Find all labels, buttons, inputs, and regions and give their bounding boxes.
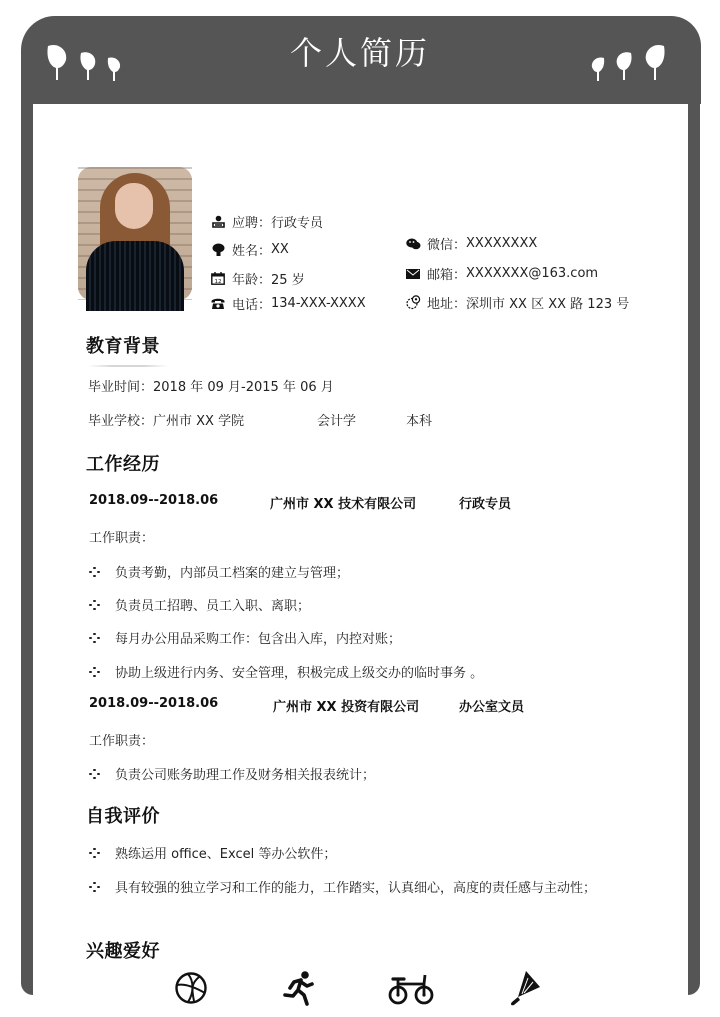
info-email: 邮箱： XXXXXXX@163.com bbox=[405, 264, 598, 283]
duties-label: 工作职责： bbox=[89, 531, 155, 546]
info-applied-position: 应聘： 行政专员 bbox=[210, 212, 323, 231]
list-item: 负责考勤，内部员工档案的建立与管理； bbox=[89, 562, 349, 581]
feather-icon bbox=[642, 42, 668, 82]
section-title-self-evaluation: 自我评价 bbox=[86, 806, 160, 827]
diamond-bullet-icon bbox=[89, 848, 99, 858]
diamond-bullet-icon bbox=[89, 769, 99, 779]
calendar-icon bbox=[210, 272, 226, 286]
job-period: 2018.09--2018.06 bbox=[89, 493, 219, 508]
feather-icon bbox=[106, 56, 122, 82]
section-title-hobbies: 兴趣爱好 bbox=[86, 941, 160, 962]
basketball-icon bbox=[171, 968, 211, 1008]
list-item: 协助上级进行内务、安全管理，积极完成上级交办的临时事务 。 bbox=[89, 662, 483, 681]
telephone-icon bbox=[210, 297, 226, 311]
job-company: 广州市 XX 技术有限公司 bbox=[270, 497, 417, 512]
education-school-row bbox=[88, 410, 468, 429]
job-company: 广州市 XX 投资有限公司 bbox=[273, 700, 420, 715]
list-item: 熟练运用 office、Excel 等办公软件； bbox=[89, 843, 336, 862]
diamond-bullet-icon bbox=[89, 633, 99, 643]
badminton-icon bbox=[505, 968, 545, 1008]
diamond-bullet-icon bbox=[89, 667, 99, 677]
frame-right-border bbox=[688, 100, 700, 995]
envelope-icon bbox=[405, 267, 421, 281]
avatar-photo bbox=[78, 167, 192, 300]
svg-text:12: 12 bbox=[214, 279, 222, 285]
info-address: 地址： 深圳市 XX 区 XX 路 123 号 bbox=[405, 293, 629, 312]
feather-icon bbox=[614, 50, 634, 82]
graduation-time: 毕业时间：2018 年 09 月-2015 年 06 月 bbox=[88, 380, 334, 395]
section-title-education: 教育背景 bbox=[86, 336, 160, 357]
feather-decoration-left bbox=[44, 38, 122, 82]
school: 毕业学校：广州市 XX 学院 bbox=[88, 414, 245, 429]
section-title-work: 工作经历 bbox=[86, 454, 160, 475]
list-item: 负责员工招聘、员工入职、离职； bbox=[89, 595, 310, 614]
job-position: 办公室文员 bbox=[459, 700, 525, 715]
person-icon bbox=[210, 215, 226, 229]
page-title: 个人简历 bbox=[289, 34, 430, 72]
diamond-bullet-icon bbox=[89, 882, 99, 892]
feather-icon bbox=[44, 42, 70, 82]
list-item: 负责公司账务助理工作及财务相关报表统计； bbox=[89, 764, 375, 783]
job-period: 2018.09--2018.06 bbox=[89, 696, 219, 711]
feather-icon bbox=[78, 50, 98, 82]
job-position: 行政专员 bbox=[459, 497, 512, 512]
info-name: 姓名： XX bbox=[210, 240, 289, 259]
location-icon bbox=[405, 296, 421, 310]
feather-icon bbox=[590, 56, 606, 82]
user-bust-icon bbox=[210, 243, 226, 257]
info-age: 12 年龄： 25 岁 bbox=[210, 269, 305, 288]
degree: 本科 bbox=[406, 414, 433, 429]
info-wechat: 微信： XXXXXXXX bbox=[405, 234, 537, 253]
diamond-bullet-icon bbox=[89, 567, 99, 577]
list-item: 每月办公用品采购工作：包含出入库，内控对账； bbox=[89, 628, 401, 647]
wechat-icon bbox=[405, 237, 421, 251]
major: 会计学 bbox=[317, 414, 357, 429]
diamond-bullet-icon bbox=[89, 600, 99, 610]
info-phone: 电话： 134-XXX-XXXX bbox=[210, 294, 366, 313]
bicycle-icon bbox=[388, 968, 434, 1008]
duties-label: 工作职责： bbox=[89, 734, 155, 749]
list-item: 具有较强的独立学习和工作的能力，工作踏实，认真细心，高度的责任感与主动性； bbox=[89, 877, 596, 896]
feather-decoration-right bbox=[590, 38, 668, 82]
section-underline bbox=[88, 365, 168, 367]
frame-left-border bbox=[21, 100, 33, 995]
running-icon bbox=[279, 968, 319, 1008]
